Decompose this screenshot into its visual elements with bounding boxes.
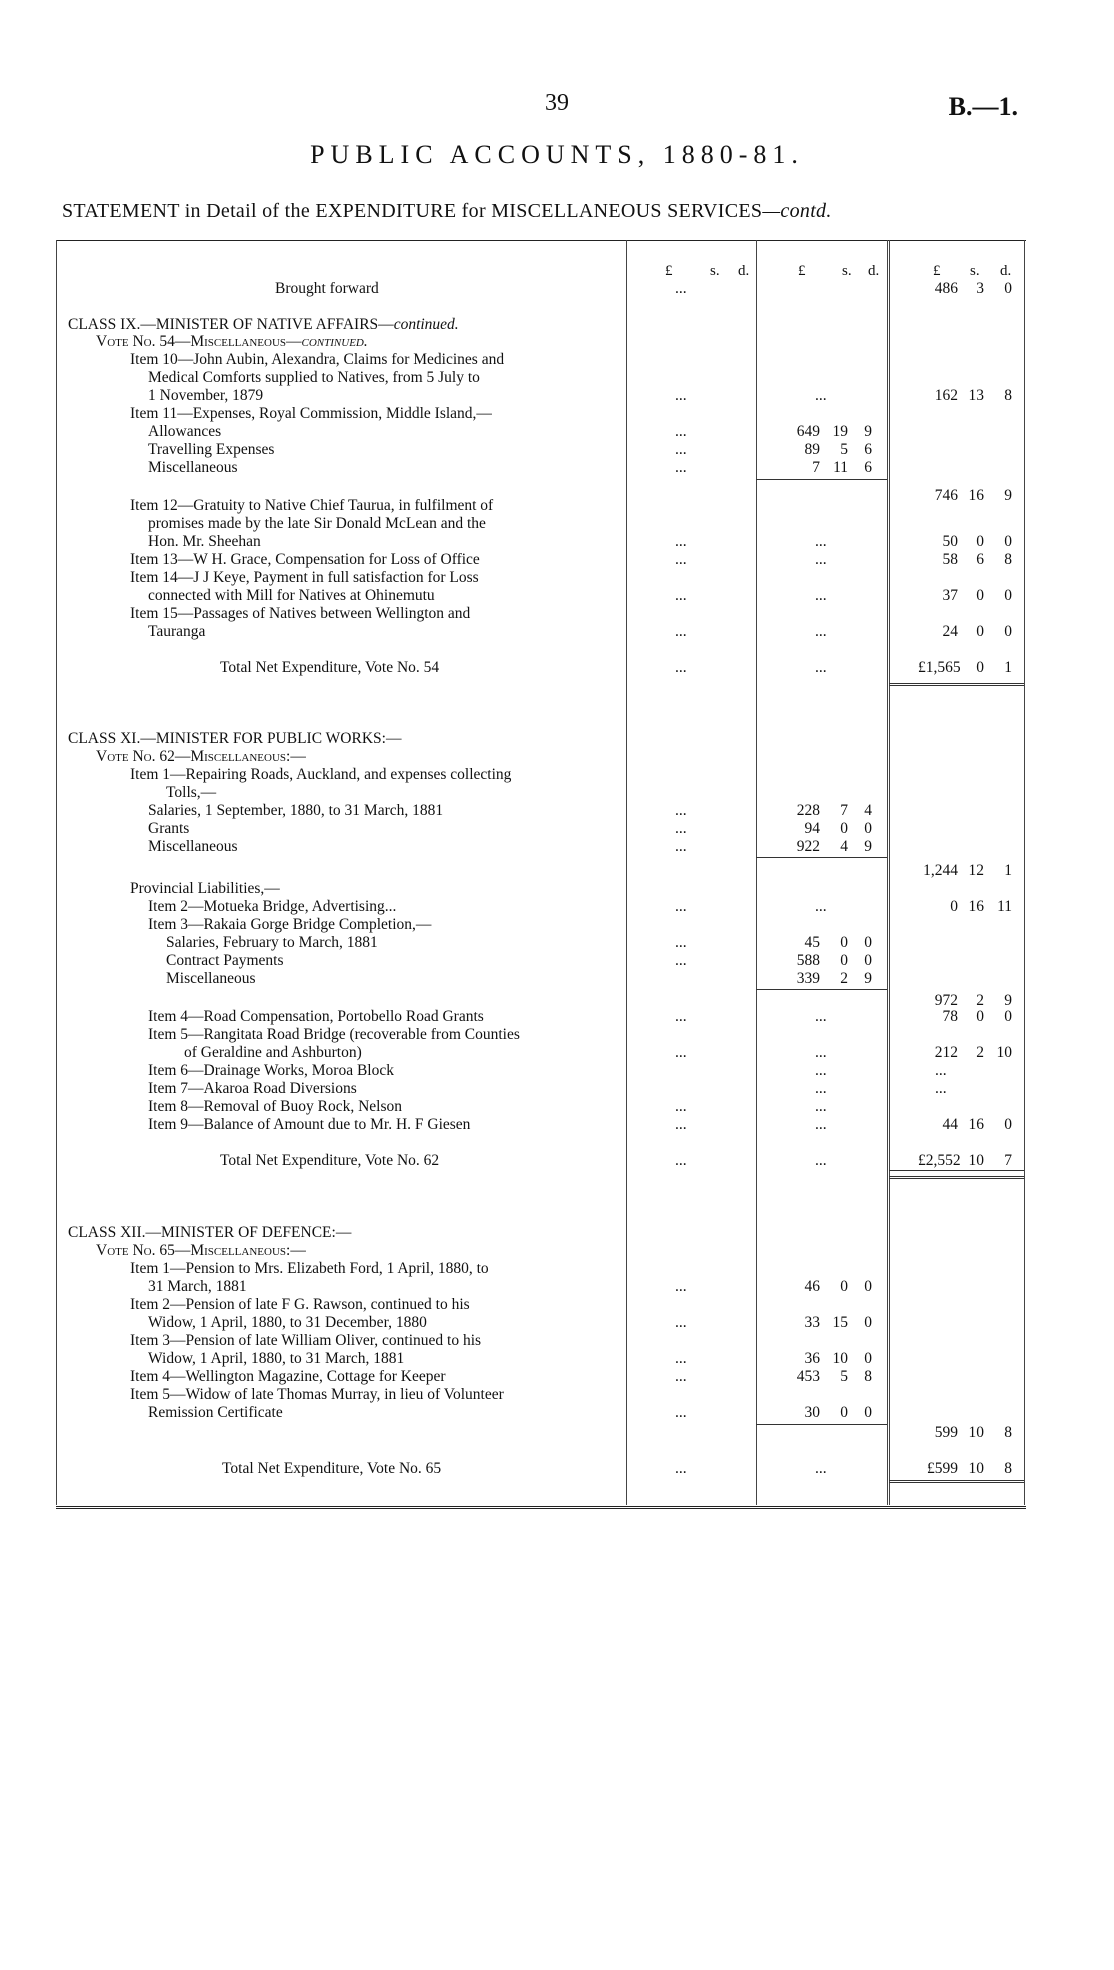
line-description	[130, 605, 470, 623]
line-text: Miscellaneous	[166, 970, 256, 987]
line-description	[148, 369, 480, 387]
line-text: Item 15—Passages of Natives between Wellington and	[130, 605, 471, 622]
line-description	[222, 1460, 441, 1478]
amount-pounds: 972	[934, 992, 958, 1009]
line-description	[148, 587, 435, 605]
line-text: Miscellaneous	[148, 459, 238, 476]
line-text: Item 5—Rangitata Road Bridge (recoverable from Counties	[148, 1026, 520, 1043]
line-text: Travelling Expenses	[148, 441, 275, 458]
line-description	[130, 497, 493, 515]
amount-pence: 0	[864, 934, 872, 951]
amount-shillings: 15	[832, 1314, 848, 1331]
amount-pence: 0	[864, 1404, 872, 1421]
dots-col-3: ...	[935, 1062, 947, 1079]
amount-shillings: 16	[968, 1116, 984, 1133]
dots-col-1: ...	[675, 441, 687, 458]
amount-pence: 0	[864, 952, 872, 969]
line-text: Widow, 1 April, 1880, to 31 March, 1881	[148, 1350, 405, 1367]
amount-pounds: 50	[942, 533, 958, 550]
table-border-left	[56, 240, 57, 1505]
line-description	[148, 1026, 520, 1044]
line-description	[148, 387, 263, 405]
amount-pounds: 37	[942, 587, 958, 604]
line-text: CLASS XI.—MINISTER FOR PUBLIC WORKS:—	[68, 730, 402, 747]
dots-col-2: ...	[815, 1008, 827, 1025]
line-description	[130, 1332, 481, 1350]
line-text: Salaries, 1 September, 1880, to 31 March, 1881	[148, 802, 444, 819]
total-rule	[889, 1176, 1024, 1179]
line-description	[184, 1044, 362, 1062]
line-text: Item 3—Rakaia Gorge Bridge Completion,—	[148, 916, 432, 933]
line-description	[148, 1062, 394, 1080]
amount-pence: 0	[864, 1278, 872, 1295]
line-description	[148, 1080, 357, 1098]
dots-col-1: ...	[675, 898, 687, 915]
line-text: 1 November, 1879	[148, 387, 264, 404]
line-description	[148, 623, 205, 641]
line-text: Widow, 1 April, 1880, to 31 December, 1880	[148, 1314, 427, 1331]
amount-shillings: 0	[840, 952, 848, 969]
line-text: Tolls,—	[166, 784, 217, 801]
line-text: Item 10—John Aubin, Alexandra, Claims for Medicines and	[130, 351, 505, 368]
subtitle-contd: —contd.	[762, 200, 832, 222]
page-title: PUBLIC ACCOUNTS, 1880-81.	[310, 140, 804, 169]
amount-pence: 8	[1004, 551, 1012, 568]
line-text: Allowances	[148, 423, 222, 440]
line-text: Medical Comforts supplied to Natives, from 5 July to	[148, 369, 480, 386]
amount-pence: 1	[1004, 862, 1012, 879]
amount-pounds: 922	[796, 838, 820, 855]
dots-col-2: ...	[815, 1460, 827, 1477]
amount-pence: 8	[1004, 1424, 1012, 1441]
amount-pounds: 649	[796, 423, 820, 440]
header-pounds-1: £	[665, 263, 673, 279]
dots-col-1: ...	[675, 1116, 687, 1133]
line-description	[148, 1008, 484, 1026]
amount-pence: 8	[1004, 387, 1012, 404]
amount-pounds: 78	[942, 1008, 958, 1025]
amount-pounds: £2,552	[918, 1152, 961, 1169]
amount-pounds: 36	[804, 1350, 820, 1367]
line-text: Provincial Liabilities,—	[130, 880, 280, 897]
line-text: Vote No. 54—Miscellaneous—	[96, 333, 302, 350]
line-text: Item 8—Removal of Buoy Rock, Nelson	[148, 1098, 402, 1115]
line-description	[130, 880, 280, 898]
amount-pence: 9	[864, 970, 872, 987]
dots-col-1: ...	[675, 551, 687, 568]
line-description	[148, 441, 274, 459]
amount-shillings: 10	[832, 1350, 848, 1367]
amount-pounds: 746	[934, 487, 958, 504]
line-text: Item 11—Expenses, Royal Commission, Middle Island,—	[130, 405, 492, 422]
amount-pence: 7	[1004, 1152, 1012, 1169]
dots-col-2: ...	[815, 659, 827, 676]
line-description	[148, 459, 238, 477]
dots-col-2: ...	[815, 387, 827, 404]
line-text: Total Net Expenditure, Vote No. 54	[220, 659, 440, 676]
amount-shillings: 0	[976, 623, 984, 640]
line-description	[148, 1350, 404, 1368]
amount-shillings: 7	[840, 802, 848, 819]
line-description	[96, 333, 368, 351]
amount-shillings: 3	[976, 280, 984, 297]
dots-col-1: ...	[675, 1350, 687, 1367]
line-text: Item 13—W H. Grace, Compensation for Loss of Office	[130, 551, 480, 568]
line-text: Miscellaneous	[148, 838, 238, 855]
amount-pounds: 24	[942, 623, 958, 640]
dots-col-2: ...	[815, 533, 827, 550]
line-description	[166, 970, 256, 988]
line-text: Item 4—Road Compensation, Portobello Road Grants	[148, 1008, 484, 1025]
amount-pence: 0	[864, 820, 872, 837]
amount-shillings: 6	[976, 551, 984, 568]
amount-pence: 0	[1004, 1116, 1012, 1133]
table-border-right	[1024, 240, 1025, 1505]
line-continued: continued.	[393, 316, 459, 333]
dots-col-2: ...	[815, 1080, 827, 1097]
amount-pounds: 44	[942, 1116, 958, 1133]
amount-shillings: 13	[968, 387, 984, 404]
line-description	[166, 952, 284, 970]
line-description	[130, 569, 479, 587]
amount-pence: 6	[864, 441, 872, 458]
amount-shillings: 0	[976, 659, 984, 676]
amount-pounds: 7	[812, 459, 820, 476]
amount-pence: 0	[1004, 1008, 1012, 1025]
amount-pence: 0	[864, 1314, 872, 1331]
dots-col-1: ...	[675, 533, 687, 550]
line-text: Item 5—Widow of late Thomas Murray, in lieu of Volunteer	[130, 1386, 504, 1403]
line-continued: continued.	[301, 333, 368, 350]
dots-col-1: ...	[675, 587, 687, 604]
line-description	[148, 423, 221, 441]
amount-shillings: 10	[968, 1460, 984, 1477]
amount-pounds: 0	[950, 898, 958, 915]
amount-shillings: 0	[976, 587, 984, 604]
amount-shillings: 16	[968, 487, 984, 504]
dots-col-2: ...	[815, 1098, 827, 1115]
amount-pounds: 228	[796, 802, 820, 819]
line-text: connected with Mill for Natives at Ohinemutu	[148, 587, 435, 604]
amount-pounds: 45	[804, 934, 820, 951]
amount-shillings: 5	[840, 441, 848, 458]
line-description	[130, 551, 480, 569]
dots-col-1: ...	[675, 623, 687, 640]
line-description	[220, 659, 439, 677]
column-divider-1	[626, 240, 627, 1505]
amount-pence: 4	[864, 802, 872, 819]
amount-pence: 0	[1004, 533, 1012, 550]
line-text: Remission Certificate	[148, 1404, 283, 1421]
amount-shillings: 16	[968, 898, 984, 915]
line-text: 31 March, 1881	[148, 1278, 247, 1295]
line-description	[148, 820, 189, 838]
amount-shillings: 5	[840, 1368, 848, 1385]
amount-pounds: 339	[796, 970, 820, 987]
amount-shillings: 2	[976, 1044, 984, 1061]
amount-pence: 8	[1004, 1460, 1012, 1477]
line-description	[130, 766, 511, 784]
dots-col-1: ...	[675, 934, 687, 951]
amount-pence: 9	[1004, 992, 1012, 1009]
dots-col-2: ...	[815, 1152, 827, 1169]
amount-pence: 6	[864, 459, 872, 476]
dots-col-2: ...	[815, 1044, 827, 1061]
dots-col-2: ...	[815, 1116, 827, 1133]
amount-pence: 9	[864, 423, 872, 440]
amount-pence: 9	[1004, 487, 1012, 504]
amount-pence: 9	[864, 838, 872, 855]
line-description	[130, 405, 492, 423]
header-shillings-2: s.	[842, 263, 852, 279]
dots-col-2: ...	[815, 587, 827, 604]
line-text: Grants	[148, 820, 190, 837]
line-description	[148, 1098, 402, 1116]
dots-col-1: ...	[675, 459, 687, 476]
subtitle-main: STATEMENT in Detail of the EXPENDITURE for MISCELLANEOUS SERVICES	[62, 200, 763, 222]
line-text: of Geraldine and Ashburton)	[184, 1044, 362, 1061]
total-rule	[756, 989, 887, 990]
line-description	[275, 280, 379, 298]
line-text: Tauranga	[148, 623, 206, 640]
dots-col-1: ...	[675, 1368, 687, 1385]
amount-shillings: 2	[840, 970, 848, 987]
amount-shillings: 10	[968, 1152, 984, 1169]
line-text: Item 3—Pension of late William Oliver, continued to his	[130, 1332, 482, 1349]
amount-pence: 1	[1004, 659, 1012, 676]
amount-shillings: 0	[840, 1278, 848, 1295]
line-text: Item 7—Akaroa Road Diversions	[148, 1080, 357, 1097]
amount-pounds: 89	[804, 441, 820, 458]
line-text: Item 1—Repairing Roads, Auckland, and expenses collecting	[130, 766, 512, 783]
amount-shillings: 0	[976, 1008, 984, 1025]
dots-col-1: ...	[675, 1460, 687, 1477]
line-description	[130, 1260, 489, 1278]
dots-col-1: ...	[675, 1008, 687, 1025]
line-text: Hon. Mr. Sheehan	[148, 533, 261, 550]
line-text: promises made by the late Sir Donald McLean and the	[148, 515, 486, 532]
dots-col-1: ...	[675, 1044, 687, 1061]
amount-shillings: 0	[976, 533, 984, 550]
line-text: Item 1—Pension to Mrs. Elizabeth Ford, 1 April, 1880, to	[130, 1260, 489, 1277]
amount-pounds: £599	[927, 1460, 958, 1477]
line-description	[148, 838, 238, 856]
line-description	[166, 784, 216, 802]
dots-col-1: ...	[675, 1098, 687, 1115]
line-text: Salaries, February to March, 1881	[166, 934, 378, 951]
amount-shillings: 12	[968, 862, 984, 879]
line-description	[220, 1152, 439, 1170]
dots-col-1: ...	[675, 387, 687, 404]
total-rule	[756, 857, 887, 858]
line-text: Contract Payments	[166, 952, 284, 969]
dots-col-1: ...	[675, 838, 687, 855]
amount-pounds: 588	[796, 952, 820, 969]
column-divider-2	[756, 240, 757, 1505]
amount-pence: 11	[997, 898, 1012, 915]
amount-pounds: 46	[804, 1278, 820, 1295]
dots-col-2: ...	[815, 898, 827, 915]
line-description	[68, 730, 401, 748]
line-text: CLASS IX.—MINISTER OF NATIVE AFFAIRS—	[68, 316, 394, 333]
total-rule	[756, 1424, 887, 1425]
line-description	[148, 515, 486, 533]
amount-shillings: 19	[832, 423, 848, 440]
amount-pounds: 486	[934, 280, 958, 297]
amount-pounds: 58	[942, 551, 958, 568]
amount-pence: 8	[864, 1368, 872, 1385]
line-description	[68, 316, 459, 334]
header-shillings-1: s.	[710, 263, 720, 279]
amount-shillings: 0	[840, 934, 848, 951]
amount-pence: 0	[1004, 280, 1012, 297]
header-pence-1: d.	[738, 263, 750, 279]
amount-pence: 0	[864, 1350, 872, 1367]
dots-col-1: ...	[675, 1278, 687, 1295]
dots-col-2: ...	[815, 1062, 827, 1079]
line-description	[96, 1242, 306, 1260]
header-shillings-3: s.	[970, 263, 980, 279]
amount-pounds: £1,565	[918, 659, 961, 676]
line-text: Total Net Expenditure, Vote No. 62	[220, 1152, 440, 1169]
amount-shillings: 0	[840, 1404, 848, 1421]
line-description	[130, 1368, 446, 1386]
line-description	[68, 1224, 351, 1242]
line-text: CLASS XII.—MINISTER OF DEFENCE:—	[68, 1224, 352, 1241]
total-rule	[756, 479, 887, 480]
line-text: Vote No. 62—Miscellaneous:—	[96, 748, 306, 765]
column-divider-3	[887, 240, 890, 1505]
amount-pence: 10	[996, 1044, 1012, 1061]
dots-col-2: ...	[815, 623, 827, 640]
header-pence-3: d.	[1000, 263, 1012, 279]
dots-col-1: ...	[675, 280, 687, 297]
dots-col-1: ...	[675, 952, 687, 969]
line-description	[148, 1116, 470, 1134]
amount-pounds: 453	[796, 1368, 820, 1385]
dots-col-1: ...	[675, 820, 687, 837]
line-description	[130, 351, 504, 369]
line-text: Item 12—Gratuity to Native Chief Taurua, in fulfilment of	[130, 497, 494, 514]
dots-col-2: ...	[815, 551, 827, 568]
line-text: Total Net Expenditure, Vote No. 65	[222, 1460, 442, 1477]
header-pounds-2: £	[798, 263, 806, 279]
line-description	[148, 916, 431, 934]
header-pounds-3: £	[933, 263, 941, 279]
total-rule	[889, 683, 1024, 686]
line-text: Item 4—Wellington Magazine, Cottage for Keeper	[130, 1368, 446, 1385]
dots-col-1: ...	[675, 659, 687, 676]
line-description	[130, 1296, 470, 1314]
total-rule	[889, 1170, 1024, 1171]
line-description	[130, 1386, 504, 1404]
line-text: Item 14—J J Keye, Payment in full satisfaction for Loss	[130, 569, 479, 586]
amount-pence: 0	[1004, 587, 1012, 604]
amount-shillings: 2	[976, 992, 984, 1009]
amount-shillings: 0	[840, 820, 848, 837]
line-description	[166, 934, 378, 952]
dots-col-1: ...	[675, 802, 687, 819]
amount-pounds: 212	[934, 1044, 958, 1061]
line-description	[148, 1404, 283, 1422]
line-text: Item 2—Pension of late F G. Rawson, continued to his	[130, 1296, 470, 1313]
statement-subtitle	[62, 200, 832, 223]
amount-pence: 0	[1004, 623, 1012, 640]
dots-col-1: ...	[675, 423, 687, 440]
amount-shillings: 4	[840, 838, 848, 855]
dots-col-1: ...	[675, 1404, 687, 1421]
line-text: Brought forward	[275, 280, 379, 297]
amount-shillings: 11	[833, 459, 848, 476]
page-number: 39	[545, 90, 569, 116]
amount-pounds: 162	[934, 387, 958, 404]
amount-pounds: 33	[804, 1314, 820, 1331]
dots-col-3: ...	[935, 1080, 947, 1097]
line-text: Item 2—Motueka Bridge, Advertising...	[148, 898, 397, 915]
amount-pounds: 94	[804, 820, 820, 837]
line-description	[148, 1278, 247, 1296]
line-text: Item 9—Balance of Amount due to Mr. H. F Giesen	[148, 1116, 471, 1133]
amount-pounds: 599	[934, 1424, 958, 1441]
line-description	[148, 1314, 427, 1332]
line-text: Item 6—Drainage Works, Moroa Block	[148, 1062, 394, 1079]
line-text: Vote No. 65—Miscellaneous:—	[96, 1242, 306, 1259]
dots-col-1: ...	[675, 1314, 687, 1331]
dots-col-1: ...	[675, 1152, 687, 1169]
document-reference: B.—1.	[948, 92, 1018, 121]
amount-pounds: 1,244	[923, 862, 958, 879]
line-description	[148, 802, 443, 820]
header-pence-2: d.	[868, 263, 880, 279]
line-description	[148, 898, 396, 916]
line-description	[96, 748, 306, 766]
amount-pounds: 30	[804, 1404, 820, 1421]
line-description	[148, 533, 261, 551]
total-rule	[889, 1480, 1024, 1483]
amount-shillings: 10	[968, 1424, 984, 1441]
